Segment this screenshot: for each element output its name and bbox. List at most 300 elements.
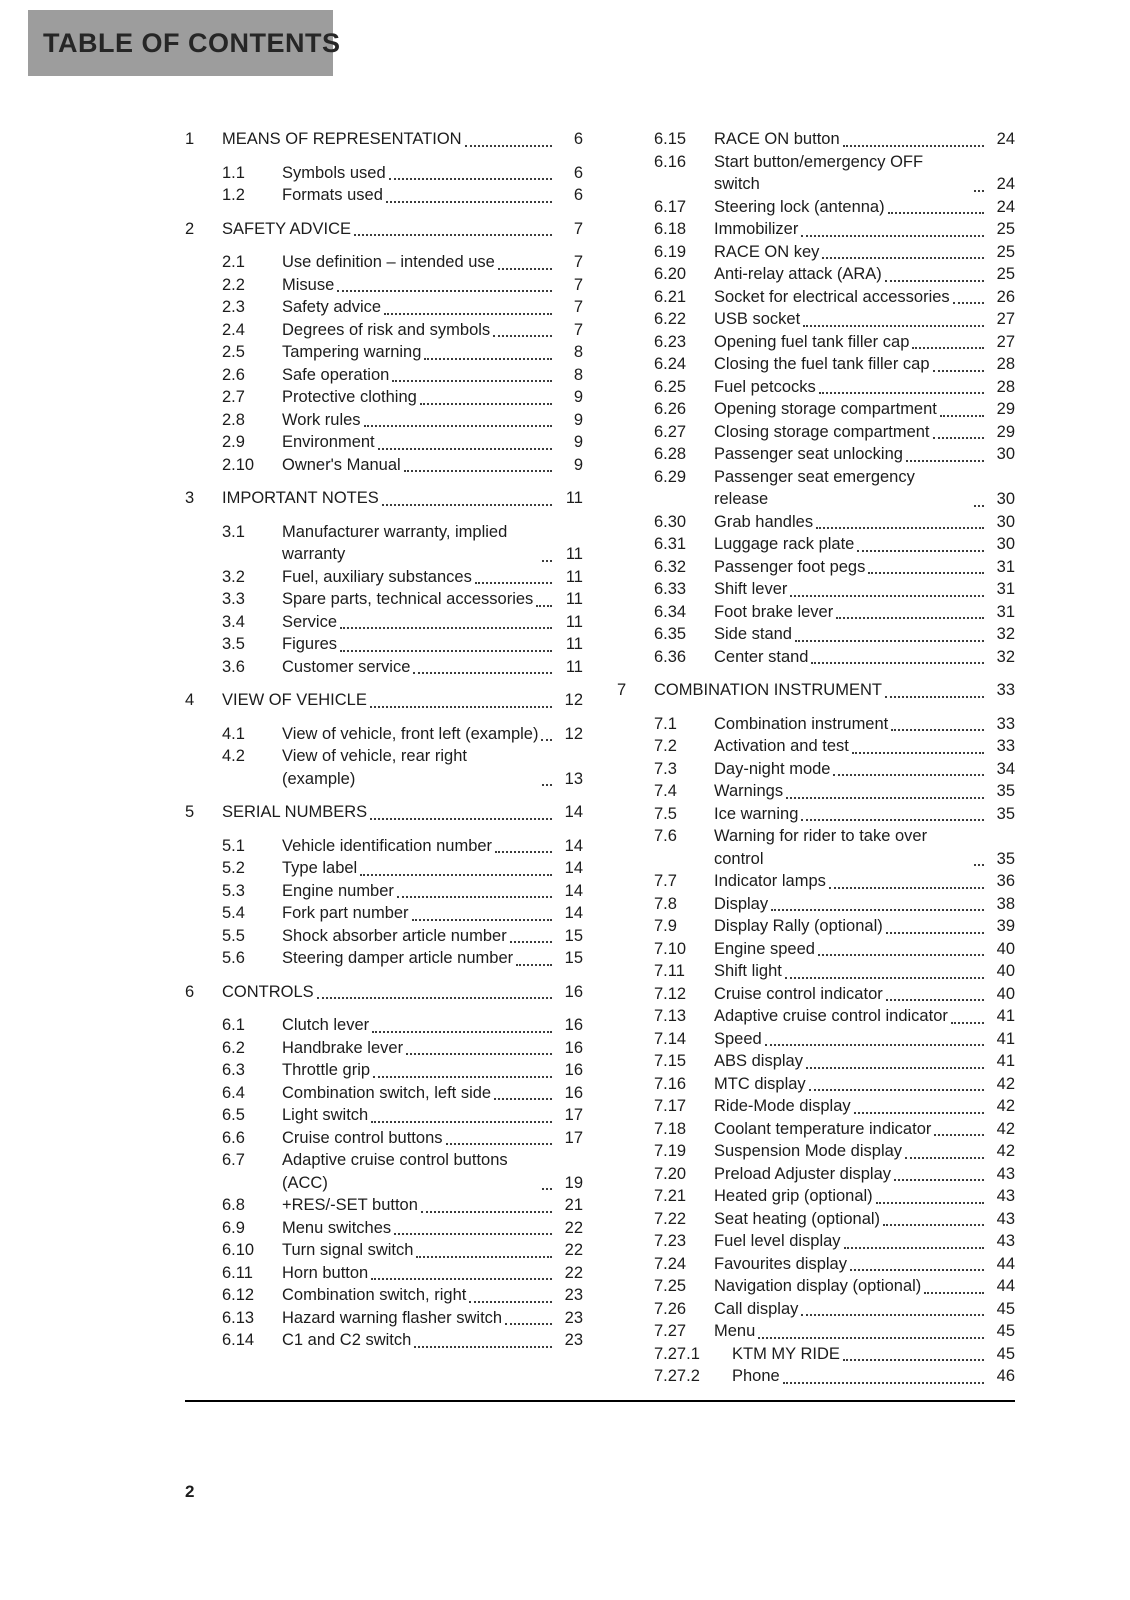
dot-leader (868, 572, 984, 574)
toc-entry-title: Handbrake lever (282, 1038, 404, 1057)
toc-entry (617, 1073, 1015, 1096)
toc-entry-title: C1 and C2 switch (282, 1331, 412, 1349)
toc-entry-title: Anti-relay attack (ARA) (714, 265, 882, 283)
toc-entry (185, 1262, 583, 1285)
toc-entry-title: Fuel, auxiliary substances (282, 567, 472, 586)
dot-leader (974, 864, 984, 866)
toc-entry-page: 6 (573, 163, 583, 182)
toc-entry-title: Shock absorber article number (282, 926, 507, 945)
toc-entry-number: 6.9 (222, 1218, 245, 1237)
dot-leader (809, 1089, 984, 1091)
dot-leader (465, 145, 552, 147)
toc-entry-number: 5.1 (222, 836, 245, 855)
toc-entry-page: 43 (996, 1209, 1015, 1228)
toc-entry (617, 938, 1015, 961)
toc-entry-title: Call display (714, 1299, 799, 1318)
toc-entry (617, 1343, 1015, 1366)
toc-entry-title: Fork part number (282, 904, 409, 922)
dot-leader (389, 178, 552, 180)
toc-entry-number: 3.1 (222, 522, 245, 541)
toc-entry-number: 7.7 (654, 872, 677, 890)
toc-entry-page: 41 (996, 1052, 1015, 1070)
dot-leader (370, 818, 552, 820)
toc-entry-number: 7.16 (654, 1074, 687, 1093)
toc-entry (185, 364, 583, 387)
dot-leader (974, 505, 984, 507)
toc-entry-title: Opening fuel tank filler cap (714, 332, 910, 351)
toc-entry (185, 1037, 583, 1060)
toc-entry-title: Warning for rider to take over control (714, 827, 928, 868)
dot-leader (475, 582, 552, 584)
toc-entry (185, 1127, 583, 1150)
toc-entry-page: 41 (996, 1029, 1015, 1048)
toc-entry-page: 16 (564, 1016, 583, 1034)
toc-entry-title: RACE ON key (714, 242, 820, 261)
dot-leader (397, 896, 552, 898)
dot-leader (765, 1044, 984, 1046)
toc-entry (617, 398, 1015, 421)
toc-entry-page: 31 (996, 557, 1015, 576)
toc-entry-page: 16 (564, 1083, 583, 1102)
toc-entry-title: Socket for electrical accessories (714, 287, 950, 306)
toc-entry-title: Menu (714, 1322, 756, 1340)
dot-leader (505, 1323, 552, 1325)
toc-entry-page: 27 (996, 310, 1015, 328)
toc-entry-page: 25 (996, 242, 1015, 261)
dot-leader (829, 887, 984, 889)
toc-entry-number: 7.23 (654, 1232, 687, 1250)
toc-entry-page: 9 (573, 388, 583, 406)
toc-entry-page: 42 (996, 1097, 1015, 1115)
toc-entry-title: Type label (282, 859, 358, 877)
toc-entry-number: 2.6 (222, 365, 245, 384)
dot-leader (905, 1157, 984, 1159)
toc-entry-number: 7.10 (654, 939, 687, 958)
dot-leader (801, 235, 984, 237)
dot-leader (420, 403, 552, 405)
toc-entry-number: 6.4 (222, 1083, 245, 1102)
toc-entry-page: 42 (996, 1074, 1015, 1093)
toc-entry-number: 6.34 (654, 602, 687, 621)
toc-entry (617, 218, 1015, 241)
toc-entry-number: 2.3 (222, 298, 245, 316)
toc-entry (617, 870, 1015, 893)
dot-leader (843, 145, 984, 147)
dot-leader (340, 650, 552, 652)
toc-entry-title: Spare parts, technical accessories (282, 590, 534, 608)
dot-leader (413, 672, 552, 674)
dot-leader (886, 932, 984, 934)
toc-entry (185, 162, 583, 185)
toc-entry-title: Luggage rack plate (714, 535, 855, 553)
dot-leader (783, 1382, 984, 1384)
toc-entry (185, 1059, 583, 1082)
toc-entry-title: RACE ON button (714, 130, 840, 148)
dot-leader (836, 617, 984, 619)
toc-entry-page: 8 (573, 365, 583, 384)
page-header (28, 10, 341, 76)
toc-entry-number: 6.2 (222, 1038, 245, 1057)
toc-entry-page: 22 (564, 1241, 583, 1259)
dot-leader (406, 1053, 552, 1055)
toc-entry-title: Activation and test (714, 737, 849, 755)
toc-entry (617, 533, 1015, 556)
dot-leader (364, 425, 552, 427)
toc-entry-title: Grab handles (714, 512, 814, 531)
toc-entry-number: 3.6 (222, 657, 245, 676)
dot-leader (801, 819, 984, 821)
toc-entry-title: Immobilizer (714, 220, 799, 238)
toc-entry-title: Combination instrument (714, 714, 889, 733)
dot-leader (940, 415, 984, 417)
toc-entry-page: 40 (996, 984, 1015, 1003)
dot-leader (933, 437, 984, 439)
toc-entry-title: Opening storage compartment (714, 400, 937, 418)
dot-leader (771, 909, 984, 911)
toc-entry-page: 42 (996, 1142, 1015, 1160)
toc-entry (185, 1149, 583, 1194)
toc-entry-number: 4 (185, 691, 195, 709)
dot-leader (536, 605, 552, 607)
toc-entry-title: Display Rally (optional) (714, 917, 883, 935)
toc-entry (185, 296, 583, 319)
toc-entry-title: Suspension Mode display (714, 1142, 903, 1160)
toc-entry (185, 386, 583, 409)
dot-leader (412, 919, 552, 921)
toc-entry-title: MEANS OF REPRESENTATION (222, 130, 462, 148)
toc-entry-page: 23 (564, 1331, 583, 1349)
dot-leader (934, 1134, 984, 1136)
toc-entry-title: ABS display (714, 1052, 803, 1070)
dot-leader (404, 470, 552, 472)
toc-entry (185, 487, 583, 510)
toc-entry-title: Preload Adjuster display (714, 1164, 892, 1183)
toc-entry-page: 7 (573, 320, 583, 339)
dot-leader (758, 1337, 984, 1339)
toc-entry-number: 6.30 (654, 512, 687, 531)
toc-entry-title: Symbols used (282, 163, 386, 182)
toc-entry-number: 6.28 (654, 445, 687, 463)
toc-entry-number: 6.16 (654, 152, 687, 171)
toc-entry (617, 443, 1015, 466)
toc-entry (617, 1275, 1015, 1298)
toc-entry-page: 34 (996, 759, 1015, 778)
toc-entry (617, 1185, 1015, 1208)
toc-entry-title: Manufacturer warranty, implied warranty (282, 522, 508, 563)
toc-entry-number: 6.33 (654, 580, 687, 598)
dot-leader (340, 627, 552, 629)
toc-entry-number: 2.4 (222, 320, 245, 339)
toc-entry-number: 7.27.2 (654, 1367, 700, 1385)
toc-entry-number: 1 (185, 130, 195, 148)
toc-entry-number: 3.2 (222, 567, 245, 586)
toc-entry-number: 6.36 (654, 647, 687, 666)
toc-entry (185, 1217, 583, 1240)
toc-entry-number: 6.35 (654, 625, 687, 643)
toc-entry-page: 11 (565, 489, 583, 507)
toc-entry-title: Ice warning (714, 804, 799, 823)
toc-entry-title: Navigation display (optional) (714, 1277, 922, 1295)
toc-entry-title: Horn button (282, 1263, 369, 1282)
toc-entry (617, 713, 1015, 736)
toc-entry (185, 981, 583, 1004)
toc-entry-number: 6.1 (222, 1016, 245, 1034)
toc-entry-number: 2 (185, 219, 195, 238)
toc-entry-number: 7.27 (654, 1322, 687, 1340)
toc-entry-number: 7.21 (654, 1187, 687, 1205)
toc-column-right (617, 128, 1015, 1388)
toc-entry-page: 33 (996, 681, 1015, 699)
dot-leader (951, 1022, 984, 1024)
toc-entry-page: 32 (996, 647, 1015, 666)
dot-leader (953, 302, 984, 304)
toc-entry-number: 6.26 (654, 400, 687, 418)
toc-entry-number: 6.32 (654, 557, 687, 576)
toc-entry-number: 7.24 (654, 1254, 687, 1273)
toc-entry (617, 421, 1015, 444)
table-of-contents (185, 128, 1015, 1388)
toc-entry (185, 801, 583, 824)
toc-entry (617, 623, 1015, 646)
toc-entry-title: Turn signal switch (282, 1241, 414, 1259)
dot-leader (446, 1143, 553, 1145)
toc-entry-page: 16 (564, 1038, 583, 1057)
toc-entry-title: Combination switch, right (282, 1286, 467, 1304)
toc-entry-page: 39 (996, 917, 1015, 935)
toc-entry-number: 7.5 (654, 804, 677, 823)
toc-entry-title: CONTROLS (222, 982, 314, 1001)
toc-entry-title: Closing storage compartment (714, 422, 930, 441)
toc-entry-number: 6.11 (222, 1263, 253, 1282)
toc-entry-page: 14 (564, 881, 583, 900)
toc-entry-number: 5.2 (222, 859, 245, 877)
toc-entry-page: 36 (996, 872, 1015, 890)
toc-entry-number: 7.19 (654, 1142, 687, 1160)
toc-entry (617, 1230, 1015, 1253)
toc-entry-title: Hazard warning flasher switch (282, 1308, 503, 1327)
toc-entry-page: 24 (996, 130, 1015, 148)
toc-entry-page: 25 (996, 220, 1015, 238)
dot-leader (854, 1112, 984, 1114)
toc-entry-number: 7.17 (654, 1097, 687, 1115)
toc-entry-page: 44 (996, 1277, 1015, 1295)
toc-entry-number: 6.13 (222, 1308, 255, 1327)
toc-entry (617, 1118, 1015, 1141)
dot-leader (888, 212, 984, 214)
toc-entry-number: 6.3 (222, 1061, 245, 1079)
toc-entry-page: 17 (564, 1128, 583, 1147)
toc-entry (617, 803, 1015, 826)
toc-entry-page: 8 (573, 343, 583, 361)
toc-entry-number: 6.7 (222, 1151, 245, 1169)
dot-leader (801, 1314, 984, 1316)
toc-entry-number: 7.26 (654, 1299, 687, 1318)
toc-entry-title: Ride-Mode display (714, 1097, 851, 1115)
toc-entry-number: 7.14 (654, 1029, 687, 1048)
dot-leader (416, 1256, 552, 1258)
toc-entry-number: 3.5 (222, 635, 245, 653)
toc-entry-page: 29 (996, 422, 1015, 441)
toc-entry-title: Side stand (714, 625, 792, 643)
toc-column-left (185, 128, 583, 1388)
toc-entry (185, 1329, 583, 1352)
dot-leader (424, 358, 552, 360)
toc-entry-page: 9 (573, 433, 583, 451)
toc-entry-page: 14 (564, 859, 583, 877)
toc-entry-number: 4.1 (222, 724, 245, 743)
toc-entry (617, 308, 1015, 331)
toc-entry-page: 6 (573, 186, 583, 204)
toc-entry-page: 35 (996, 804, 1015, 823)
dot-leader (498, 268, 552, 270)
toc-entry-number: 7.1 (654, 714, 677, 733)
toc-entry-title: COMBINATION INSTRUMENT (654, 681, 882, 699)
toc-entry (617, 1208, 1015, 1231)
toc-entry-title: Use definition – intended use (282, 253, 495, 271)
toc-entry-page: 16 (564, 1061, 583, 1079)
toc-entry-page: 35 (996, 782, 1015, 800)
dot-leader (394, 1233, 552, 1235)
toc-entry-title: Favourites display (714, 1254, 847, 1273)
dot-leader (373, 1076, 552, 1078)
toc-entry (617, 1163, 1015, 1186)
dot-leader (414, 1346, 552, 1348)
toc-entry-number: 6.5 (222, 1106, 245, 1124)
toc-entry (617, 679, 1015, 702)
dot-leader (844, 1247, 984, 1249)
toc-entry (617, 376, 1015, 399)
toc-entry-number: 6.22 (654, 310, 687, 328)
toc-entry-title: Misuse (282, 275, 335, 294)
toc-entry-page: 7 (573, 253, 583, 271)
toc-entry-title: MTC display (714, 1074, 806, 1093)
toc-entry-page: 11 (565, 657, 583, 676)
dot-leader (912, 347, 984, 349)
toc-entry-title: Heated grip (optional) (714, 1187, 873, 1205)
toc-entry-page: 24 (996, 197, 1015, 216)
toc-entry-number: 5.4 (222, 904, 245, 922)
toc-entry-title: Start button/emergency OFF switch (714, 152, 924, 193)
toc-entry-number: 6.18 (654, 220, 687, 238)
toc-entry-page: 11 (565, 567, 583, 586)
dot-leader (510, 941, 552, 943)
toc-entry-page: 24 (996, 175, 1015, 193)
toc-entry (185, 1014, 583, 1037)
toc-entry-page: 30 (996, 512, 1015, 531)
toc-entry-title: Tampering warning (282, 343, 422, 361)
dot-leader (785, 977, 984, 979)
toc-entry-title: Adaptive cruise control indicator (714, 1007, 948, 1025)
toc-entry (185, 947, 583, 970)
toc-entry (185, 454, 583, 477)
toc-entry-number: 2.1 (222, 253, 245, 271)
toc-entry (185, 431, 583, 454)
toc-entry-page: 13 (564, 769, 583, 788)
toc-entry-title: Day-night mode (714, 759, 831, 778)
toc-entry-number: 2.2 (222, 275, 245, 294)
dot-leader (806, 1067, 984, 1069)
toc-entry-number: 7.20 (654, 1164, 687, 1183)
toc-entry (185, 745, 583, 790)
toc-entry-title: IMPORTANT NOTES (222, 489, 379, 507)
toc-entry-title: Fuel petcocks (714, 377, 816, 396)
toc-entry-page: 43 (996, 1187, 1015, 1205)
toc-entry (617, 825, 1015, 870)
toc-entry-number: 5.3 (222, 881, 245, 900)
dot-leader (852, 752, 984, 754)
toc-entry-number: 7.12 (654, 984, 687, 1003)
toc-entry-number: 3.4 (222, 612, 245, 631)
toc-entry-title: Passenger seat unlocking (714, 445, 903, 463)
toc-entry (185, 251, 583, 274)
dot-leader (822, 257, 984, 259)
toc-entry-number: 6.10 (222, 1241, 255, 1259)
toc-entry-title: Protective clothing (282, 388, 417, 406)
toc-entry-title: Degrees of risk and symbols (282, 320, 491, 339)
toc-entry (617, 1298, 1015, 1321)
dot-leader (886, 999, 984, 1001)
toc-entry-title: KTM MY RIDE (732, 1344, 840, 1363)
toc-entry-number: 6.24 (654, 355, 687, 373)
dot-leader (354, 234, 552, 236)
toc-entry-number: 6.14 (222, 1331, 255, 1349)
dot-leader (360, 874, 552, 876)
toc-entry-number: 7.15 (654, 1052, 687, 1070)
toc-entry (185, 925, 583, 948)
dot-leader (933, 370, 984, 372)
toc-entry-title: Vehicle identification number (282, 836, 493, 855)
toc-entry-number: 7.3 (654, 759, 677, 778)
toc-entry-number: 7.4 (654, 782, 677, 800)
toc-entry-page: 30 (996, 445, 1015, 463)
toc-entry-number: 6.21 (654, 287, 687, 306)
toc-entry-page: 44 (996, 1254, 1015, 1273)
toc-entry-page: 42 (996, 1119, 1015, 1138)
toc-entry-number: 7.11 (654, 962, 685, 980)
toc-entry (617, 511, 1015, 534)
toc-entry-page: 15 (564, 949, 583, 967)
toc-entry-number: 2.8 (222, 410, 245, 429)
dot-leader (857, 550, 984, 552)
toc-entry-page: 43 (996, 1164, 1015, 1183)
toc-entry (185, 656, 583, 679)
toc-entry-page: 9 (573, 410, 583, 429)
dot-leader (885, 696, 984, 698)
toc-entry-title: View of vehicle, front left (example) (282, 724, 539, 743)
toc-entry-number: 7.6 (654, 827, 677, 845)
toc-entry-page: 26 (996, 287, 1015, 306)
dot-leader (542, 560, 552, 562)
toc-entry-page: 31 (996, 580, 1015, 598)
toc-entry-number: 7.13 (654, 1007, 687, 1025)
toc-entry-page: 15 (564, 926, 583, 945)
toc-entry-title: Environment (282, 433, 375, 451)
toc-entry-number: 7.18 (654, 1119, 687, 1138)
toc-entry-page: 25 (996, 265, 1015, 283)
toc-entry-page: 27 (996, 332, 1015, 351)
toc-entry (185, 611, 583, 634)
toc-entry-number: 7.2 (654, 737, 677, 755)
dot-leader (495, 851, 552, 853)
toc-entry-page: 11 (565, 635, 583, 653)
dot-leader (883, 1224, 984, 1226)
toc-entry-page: 23 (564, 1286, 583, 1304)
dot-leader (786, 797, 984, 799)
toc-entry (185, 341, 583, 364)
toc-entry (185, 633, 583, 656)
toc-entry-page: 6 (573, 130, 583, 148)
toc-entry (617, 1365, 1015, 1388)
